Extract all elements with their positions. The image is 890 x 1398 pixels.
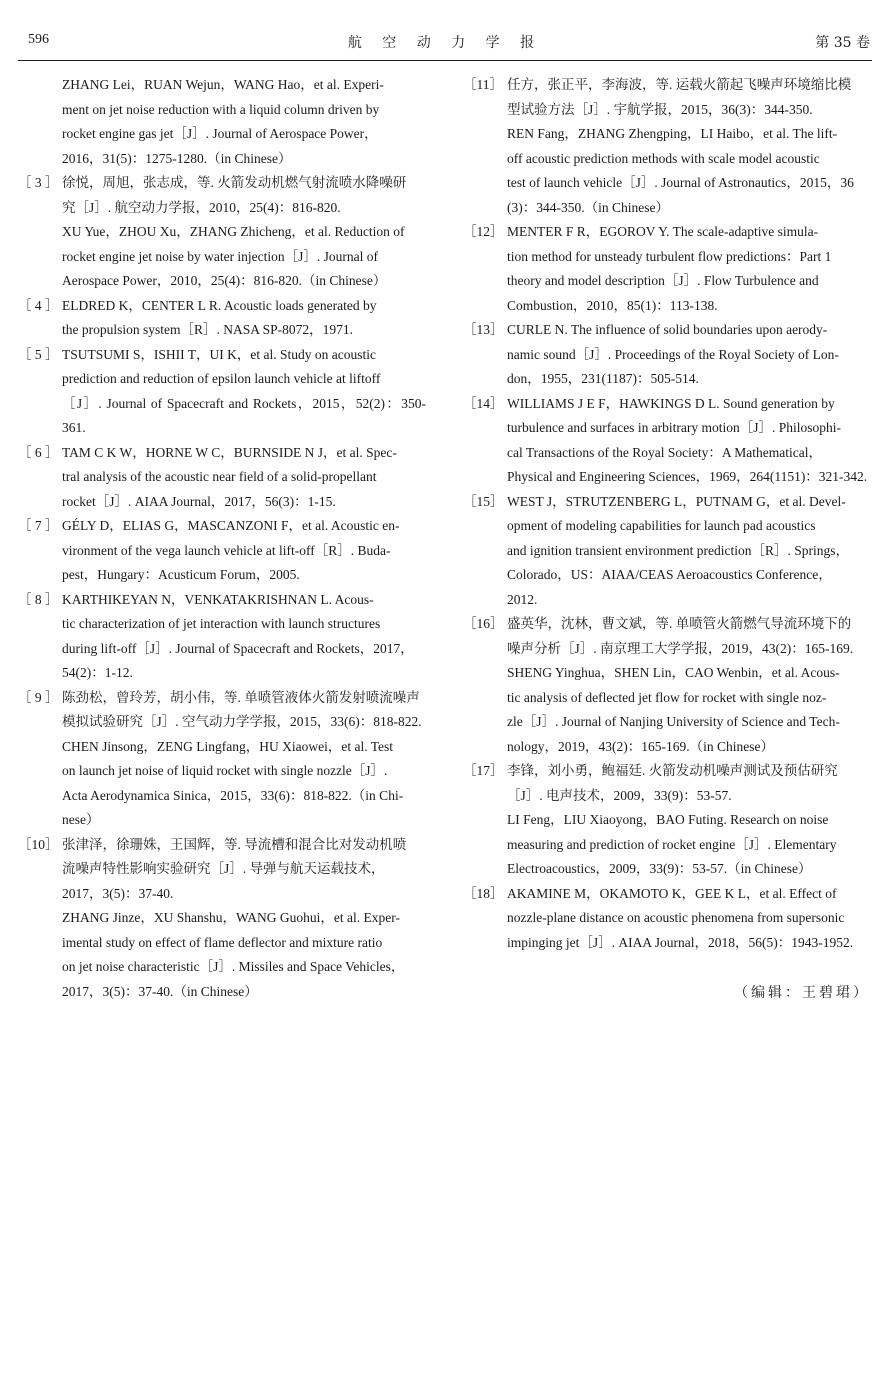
- reference-line: 究［J］. 航空动力学报，2010，25(4)：816-820.: [62, 199, 341, 215]
- reference-entry: [18, 73, 426, 171]
- reference-line: test of launch vehicle［J］. Journal of Astronautics，2015，36: [507, 175, 854, 190]
- reference-entry: [18, 343, 426, 441]
- reference-line: Aerospace Power，2010，25(4)：816-820.（in Chinese）: [62, 273, 387, 288]
- volume-label: 第 35 卷: [815, 35, 870, 51]
- reference-line: rocket engine gas jet［J］. Journal of Aerospace Power，: [62, 126, 378, 141]
- reference-number: ［ 7 ］: [18, 518, 59, 533]
- reference-line: opment of modeling capabilities for launch pad acoustics: [507, 518, 816, 533]
- references-left-column: [18, 73, 426, 1004]
- reference-line: vironment of the vega launch vehicle at lift-off［R］. Buda-: [62, 542, 391, 558]
- reference-entry: [18, 441, 426, 515]
- references-right-column: [463, 73, 873, 955]
- reference-number: ［ 8 ］: [18, 591, 59, 607]
- reference-line: ［J］. Journal of Spacecraft and Rockets，2015，52(2)：350-361.: [62, 395, 426, 435]
- reference-line: REN Fang，ZHANG Zhengping，LI Haibo，et al. The lift-: [507, 126, 838, 141]
- reference-entry: [463, 318, 873, 392]
- reference-number: ［15］: [463, 493, 504, 509]
- reference-line: 型试验方法［J］. 宇航学报，2015，36(3)：344-350.: [507, 101, 813, 117]
- reference-line: CHEN Jinsong，ZENG Lingfang，HU Xiaowei，et al. Test: [62, 738, 394, 754]
- reference-line: MENTER F R，EGOROV Y. The scale-adaptive simula-: [507, 224, 819, 239]
- reference-line: nese）: [62, 812, 100, 827]
- reference-line: imental study on effect of flame deflector and mixture ratio: [62, 934, 383, 950]
- reference-line: nozzle-plane distance on acoustic phenomena from supersonic: [507, 910, 845, 925]
- reference-entry: [463, 759, 873, 882]
- reference-entry: [18, 833, 426, 1005]
- reference-line: 李锋，刘小勇，鲍福廷. 火箭发动机噪声测试及预估研究: [507, 763, 838, 778]
- reference-line: ELDRED K，CENTER L R. Acoustic loads generated by: [62, 297, 377, 313]
- reference-line: pest，Hungary：Acusticum Forum，2005.: [62, 567, 300, 582]
- reference-number: ［16］: [463, 616, 504, 631]
- running-header: [18, 26, 872, 61]
- reference-line: 噪声分析［J］. 南京理工大学学报，2019，43(2)：165-169.: [507, 640, 854, 656]
- reference-line: (3)：344-350.（in Chinese）: [507, 199, 669, 215]
- reference-line: impinging jet［J］. AIAA Journal，2018，56(5)：1943-1952.: [507, 934, 854, 950]
- reference-entry: [18, 588, 426, 686]
- reference-entry: [18, 686, 426, 833]
- reference-line: ZHANG Jinze，XU Shanshu，WANG Guohui，et al. Exper-: [62, 910, 400, 925]
- reference-entry: [463, 220, 873, 318]
- reference-line: prediction and reduction of epsilon launch vehicle at liftoff: [62, 371, 381, 386]
- reference-line: Colorado，US：AIAA/CEAS Aeroacoustics Conference，: [507, 567, 832, 582]
- reference-number: ［10］: [18, 836, 59, 852]
- reference-line: WEST J，STRUTZENBERG L，PUTNAM G，et al. Devel-: [507, 493, 846, 509]
- reference-line: KARTHIKEYAN N，VENKATAKRISHNAN L. Acous-: [62, 591, 374, 607]
- reference-line: on launch jet noise of liquid rocket with single nozzle［J］.: [62, 763, 388, 778]
- reference-line: on jet noise characteristic［J］. Missiles and Space Vehicles，: [62, 959, 405, 974]
- reference-line: 流噪声特性影响实验研究［J］. 导弹与航天运载技术，: [62, 861, 385, 876]
- reference-entry: [463, 612, 873, 759]
- reference-line: measuring and prediction of rocket engine［J］. Elementary: [507, 836, 837, 852]
- reference-line: 2017，3(5)：37-40.: [62, 885, 174, 901]
- reference-line: 2016，31(5)：1275-1280.（in Chinese）: [62, 150, 292, 166]
- reference-line: 任方，张正平，李海波，等. 运载火箭起飞噪声环境缩比模: [507, 77, 852, 92]
- reference-line: don，1955，231(1187)：505-514.: [507, 371, 699, 386]
- reference-entry: [463, 490, 873, 613]
- reference-line: tral analysis of the acoustic near field of a solid-propellant: [62, 469, 377, 484]
- reference-line: nology，2019，43(2)：165-169.（in Chinese）: [507, 738, 774, 754]
- reference-entry: [18, 171, 426, 294]
- reference-number: ［ 4 ］: [18, 297, 59, 313]
- reference-line: ment on jet noise reduction with a liquid column driven by: [62, 101, 380, 117]
- reference-line: LI Feng，LIU Xiaoyong，BAO Futing. Research on noise: [507, 812, 829, 827]
- reference-line: during lift-off［J］. Journal of Spacecraft and Rockets，2017，: [62, 640, 414, 656]
- reference-line: tic characterization of jet interaction with launch structures: [62, 616, 381, 631]
- reference-number: ［17］: [463, 763, 504, 778]
- reference-line: CURLE N. The influence of solid boundaries upon aerody-: [507, 322, 828, 337]
- reference-line: TAM C K W，HORNE W C，BURNSIDE N J，et al. Spec-: [62, 444, 397, 460]
- reference-line: off acoustic prediction methods with scale model acoustic: [507, 150, 820, 166]
- reference-line: 张津泽，徐珊姝，王国辉，等. 导流槽和混合比对发动机喷: [62, 836, 407, 852]
- reference-number: ［12］: [463, 224, 504, 239]
- reference-number: ［ 6 ］: [18, 444, 59, 460]
- reference-line: theory and model description［J］. Flow Turbulence and: [507, 273, 819, 288]
- reference-line: ZHANG Lei，RUAN Wejun，WANG Hao，et al. Experi-: [62, 77, 384, 92]
- reference-line: the propulsion system［R］. NASA SP-8072，1971.: [62, 322, 354, 337]
- reference-line: Electroacoustics，2009，33(9)：53-57.（in Chinese）: [507, 861, 812, 876]
- reference-entry: [18, 294, 426, 343]
- reference-number: ［ 9 ］: [18, 689, 59, 705]
- reference-line: AKAMINE M，OKAMOTO K，GEE K L，et al. Effect of: [507, 885, 837, 901]
- page-number: 596: [28, 32, 49, 47]
- reference-number: ［18］: [463, 885, 504, 901]
- reference-line: 陈劲松，曾玲芳，胡小伟，等. 单喷管液体火箭发射喷流噪声: [62, 689, 420, 705]
- reference-line: TSUTSUMI S，ISHII T，UI K，et al. Study on acoustic: [62, 346, 376, 362]
- reference-line: XU Yue，ZHOU Xu，ZHANG Zhicheng，et al. Reduction of: [62, 224, 405, 239]
- reference-line: tic analysis of deflected jet flow for rocket with single noz-: [507, 689, 827, 705]
- reference-line: 54(2)：1-12.: [62, 665, 133, 680]
- reference-entry: [463, 73, 873, 220]
- reference-line: Combustion，2010，85(1)：113-138.: [507, 297, 718, 313]
- reference-line: rocket engine jet noise by water injection［J］. Journal of: [62, 248, 379, 264]
- reference-entry: [18, 514, 426, 588]
- reference-line: 徐悦，周旭，张志成，等. 火箭发动机燃气射流喷水降噪研: [62, 175, 407, 190]
- reference-line: cal Transactions of the Royal Society：A Mathematical，: [507, 444, 822, 460]
- reference-line: 2017，3(5)：37-40.（in Chinese）: [62, 983, 258, 999]
- editor-credit: （编辑：王碧珺）: [734, 985, 870, 1001]
- reference-number: ［ 5 ］: [18, 346, 59, 362]
- reference-entry: [463, 882, 873, 956]
- reference-number: ［13］: [463, 322, 504, 337]
- reference-number: ［14］: [463, 395, 504, 411]
- reference-line: SHENG Yinghua，SHEN Lin，CAO Wenbin，et al. Acous-: [507, 665, 840, 680]
- reference-line: ［J］. 电声技术，2009，33(9)：53-57.: [507, 787, 732, 803]
- reference-line: turbulence and surfaces in arbitrary motion［J］. Philosophi-: [507, 420, 842, 435]
- reference-line: WILLIAMS J E F，HAWKINGS D L. Sound generation by: [507, 395, 835, 411]
- reference-line: Physical and Engineering Sciences，1969，264(1151)：321-342.: [507, 469, 868, 484]
- reference-entry: [463, 392, 873, 490]
- reference-number: ［11］: [463, 77, 503, 92]
- journal-title: 航 空 动 力 学 报: [347, 35, 543, 51]
- reference-line: 盛英华，沈林，曹文斌，等. 单喷管火箭燃气导流环境下的: [507, 616, 852, 631]
- reference-line: zle［J］. Journal of Nanjing University of Science and Tech-: [507, 714, 840, 729]
- reference-line: 2012.: [507, 591, 538, 607]
- reference-line: rocket［J］. AIAA Journal，2017，56(3)：1-15.: [62, 493, 336, 509]
- reference-line: GÉLY D，ELIAS G，MASCANZONI F，et al. Acoustic en-: [62, 518, 400, 533]
- reference-line: tion method for unsteady turbulent flow predictions：Part 1: [507, 248, 832, 264]
- reference-line: 模拟试验研究［J］. 空气动力学学报，2015，33(6)：818-822.: [62, 714, 422, 729]
- reference-line: Acta Aerodynamica Sinica，2015，33(6)：818-822.（in Chi-: [62, 787, 404, 803]
- reference-line: and ignition transient environment prediction［R］. Springs，: [507, 542, 849, 558]
- reference-number: ［ 3 ］: [18, 175, 59, 190]
- reference-line: namic sound［J］. Proceedings of the Royal Society of Lon-: [507, 346, 839, 362]
